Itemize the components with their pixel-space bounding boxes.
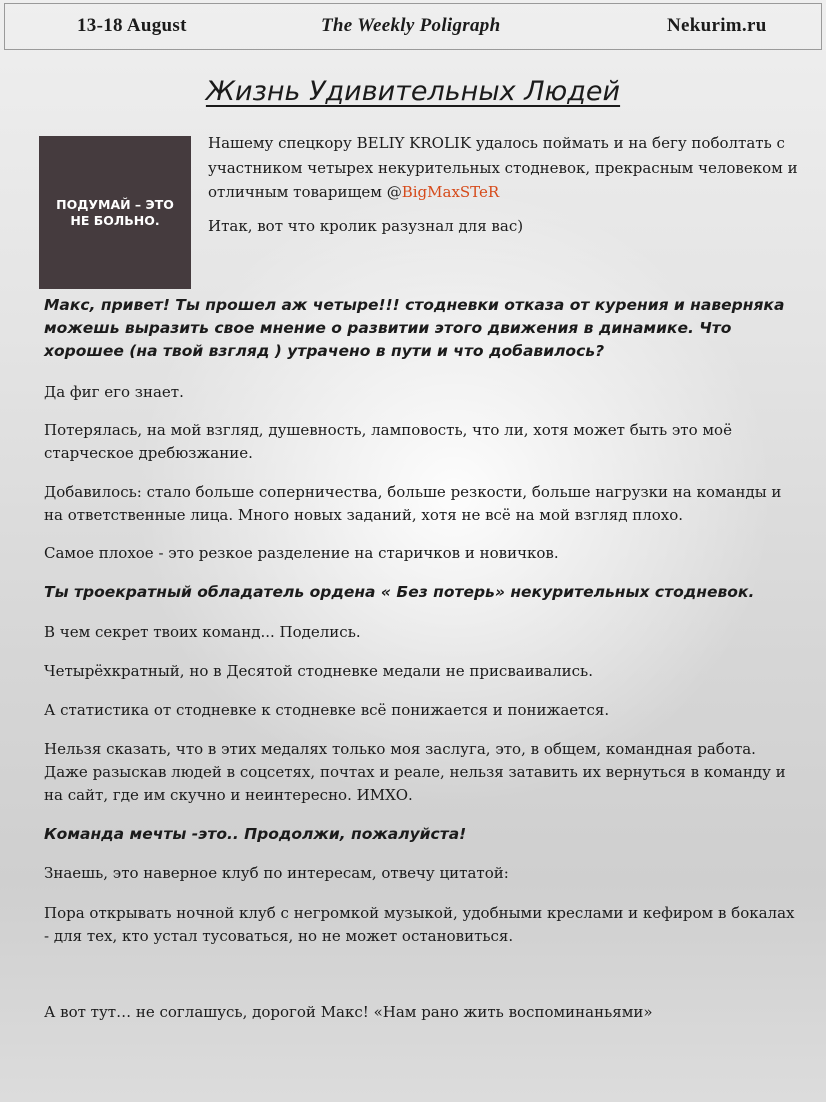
answer-paragraph: В чем секрет твоих команд... Поделись. — [44, 623, 361, 641]
intro-paragraph-2: Итак, вот что кролик разузнал для вас) — [208, 217, 524, 235]
image-caption-line-2: НЕ БОЛЬНО. — [70, 212, 160, 228]
answer-paragraph: Добавилось: стало больше соперничества, больше резкости, больше нагрузки на команды и на ответственные лица. Много новых заданий, хотя не всё на мой взгляд плохо. — [44, 483, 782, 524]
newspaper-title: The Weekly Poligraph — [321, 15, 501, 36]
image-caption-line-1: ПОДУМАЙ – ЭТО — [56, 196, 174, 212]
site-name: Nekurim.ru — [667, 15, 767, 36]
question-1: Макс, привет! Ты прошел аж четыре!!! стодневки отказа от курения и наверняка можешь выразить свое мнение о развитии этого движения в динамике. Что хорошее (на твой взгляд ) утрачено в пути и что добавилось? — [44, 296, 785, 360]
answer-paragraph: Знаешь, это наверное клуб по интересам, отвечу цитатой: — [44, 864, 509, 882]
closing-paragraph: А вот тут… не соглашусь, дорогой Макс! «Нам рано жить воспоминаньями» — [44, 1003, 653, 1021]
question-3: Команда мечты -это.. Продолжи, пожалуйста! — [44, 825, 467, 843]
answer-paragraph: А статистика от стодневке к стодневке всё понижается и понижается. — [44, 701, 610, 719]
answer-paragraph: Да фиг его знает. — [44, 383, 184, 401]
answer-paragraph: Четырёхкратный, но в Десятой стодневке медали не присваивались. — [44, 662, 593, 680]
intro-paragraph: Нашему спецкору BELIY KROLIK удалось поймать и на бегу поболтать с участником четырех некурительных стодневок, прекрасным человеком и отличным товарищем @BigMaxSTeR — [208, 134, 798, 201]
answer-paragraph: Пора открывать ночной клуб с негромкой музыкой, удобными креслами и кефиром в бокалах - для тех, кто устал тусоваться, но не может остановиться. — [44, 904, 795, 945]
newspaper-header — [4, 3, 822, 50]
article-title: Жизнь Удивительных Людей — [205, 76, 621, 107]
user-handle-link[interactable]: BigMaxSTeR — [401, 183, 500, 201]
answer-paragraph: Нельзя сказать, что в этих медалях только моя заслуга, это, в общем, командная работа. Даже разыскав людей в соцсетях, почтах и реале, нельзя затавить их вернуться в команду и на сайт, где им скучно и неинтересно. ИМХО. — [44, 740, 786, 804]
answer-paragraph: Потерялась, на мой взгляд, душевность, ламповость, что ли, хотя может быть это моё старческое дребюзжание. — [44, 421, 732, 462]
issue-date: 13-18 August — [77, 15, 187, 36]
answer-paragraph: Самое плохое - это резкое разделение на старичков и новичков. — [44, 544, 559, 562]
question-2: Ты троекратный обладатель ордена « Без потерь» некурительных стодневок. — [44, 583, 755, 601]
article-image — [39, 136, 191, 289]
